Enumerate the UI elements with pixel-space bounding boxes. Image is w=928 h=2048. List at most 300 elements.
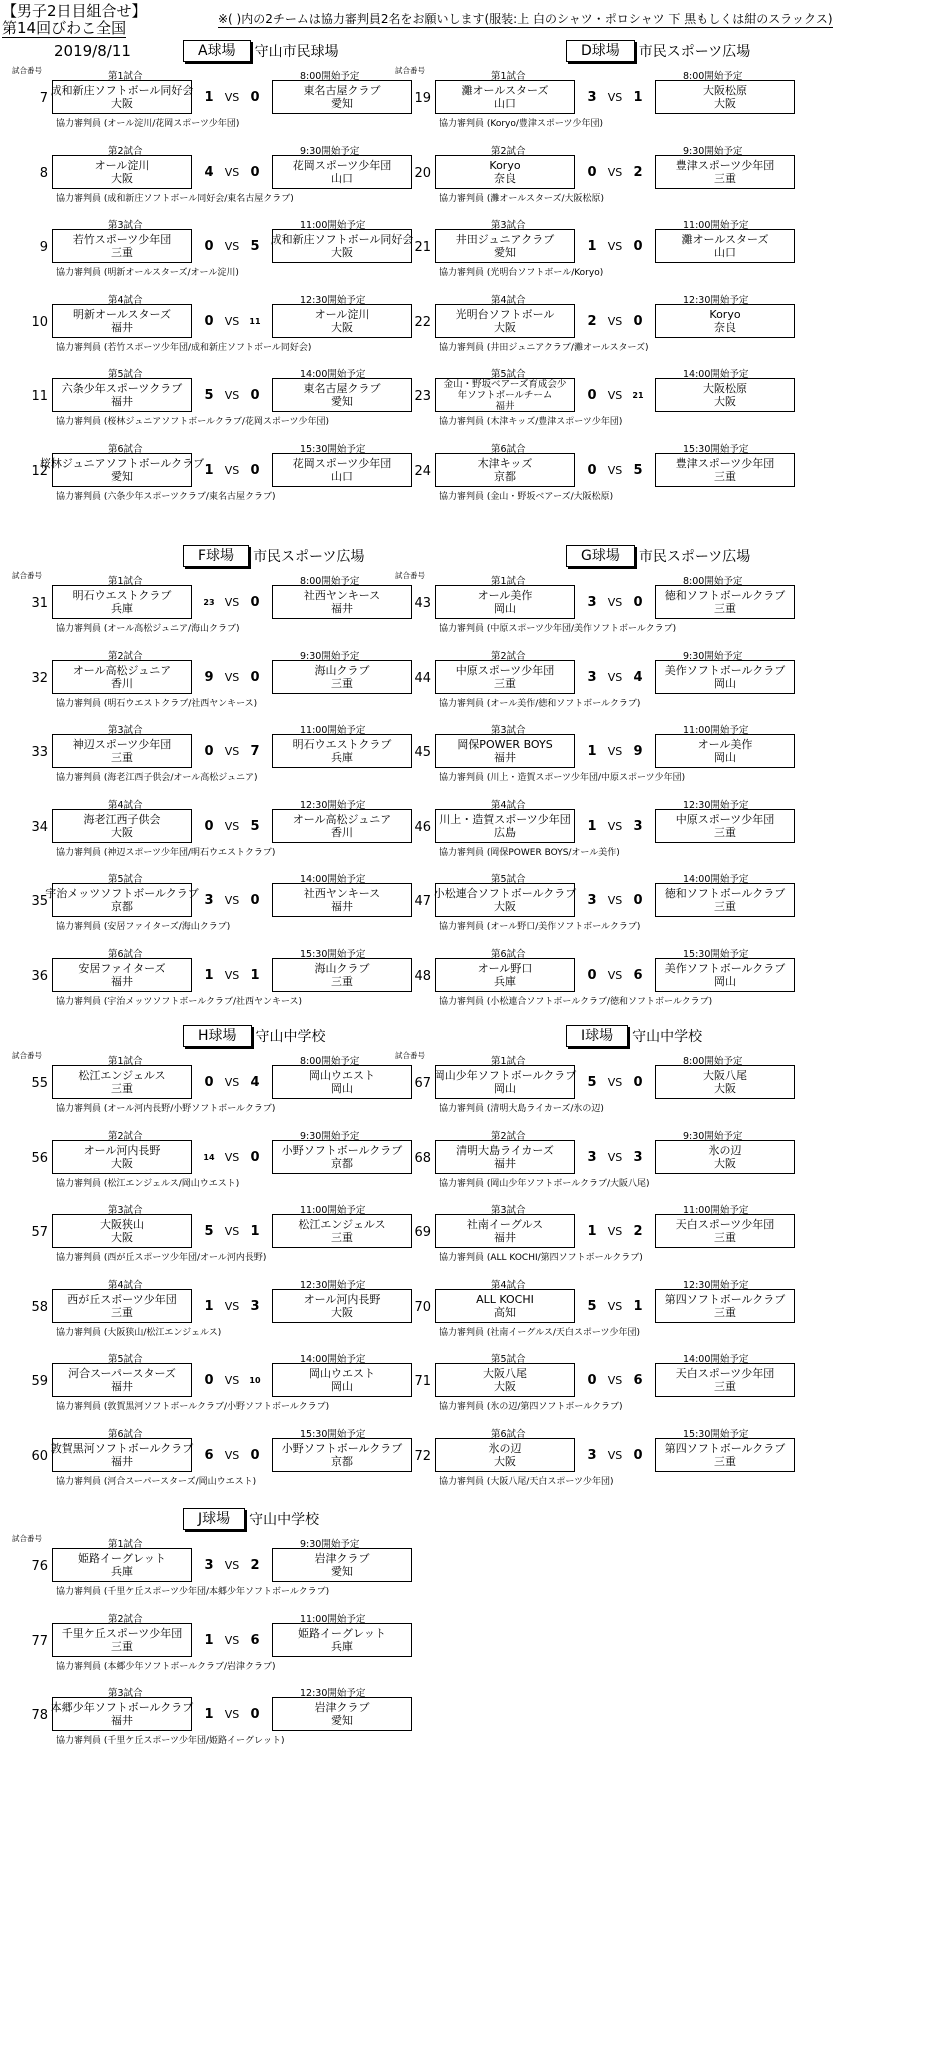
referee-assignment: 協力審判員 (桜林ジュニアソフトボールクラブ/花岡スポーツ少年団): [56, 417, 330, 427]
home-score: 1: [204, 1707, 214, 1722]
match-number: 46: [414, 819, 431, 835]
match-row: [383, 366, 803, 440]
team-prefecture: 三重: [111, 1082, 133, 1095]
referee-assignment: 協力審判員 (社南イーグルス/天白スポーツ少年団): [439, 1327, 641, 1338]
home-team: [52, 1548, 192, 1582]
away-score: 0: [250, 893, 260, 908]
vs-label: VS: [224, 1708, 240, 1721]
start-time: 8:00開始予定: [683, 576, 743, 587]
team-name: 東名古屋クラブ: [303, 382, 381, 395]
team-prefecture: 三重: [331, 1231, 353, 1244]
referee-assignment: 協力審判員 (明新オールスターズ/オール淀川): [56, 268, 239, 278]
match-number: 24: [414, 463, 431, 479]
start-time: 11:00開始予定: [300, 725, 366, 736]
home-score: 0: [587, 164, 597, 180]
match-row: [383, 573, 803, 647]
home-team: [52, 304, 192, 338]
match-number: 56: [31, 1150, 48, 1166]
match-row: [383, 1053, 803, 1127]
home-team: [52, 1140, 192, 1174]
home-team: [435, 1065, 575, 1099]
match-row: [0, 648, 420, 722]
match-slot: 第2試合: [108, 145, 143, 157]
match-number: 9: [39, 240, 48, 255]
team-name: 六条少年スポーツクラブ: [61, 382, 183, 395]
venue-header: [566, 40, 750, 62]
home-score: 3: [204, 893, 214, 908]
vs-label: VS: [224, 1150, 240, 1164]
venue-header: [183, 1025, 326, 1047]
home-score: 0: [204, 818, 214, 834]
away-score: 3: [633, 1149, 643, 1165]
away-team: [655, 660, 795, 694]
home-team: [435, 734, 575, 768]
match-number: 76: [31, 1559, 48, 1574]
match-slot: 第4試合: [108, 799, 143, 811]
match-number: 23: [414, 389, 431, 404]
team-name: ALL KOCHI: [476, 1292, 534, 1306]
team-name: 明石ウエストクラブ: [72, 589, 172, 602]
referee-assignment: 協力審判員 (光明台ソフトボール/Koryo): [439, 268, 604, 278]
vs-label: VS: [224, 1448, 240, 1462]
match-number-header: 試合番号: [12, 571, 42, 580]
away-score: 1: [633, 90, 643, 105]
referee-assignment: 協力審判員 (松江エンジェルス/岡山ウエスト): [56, 1178, 240, 1189]
away-team: [272, 1548, 412, 1582]
home-score: 1: [204, 1632, 214, 1648]
match-slot: 第4試合: [491, 294, 526, 306]
referee-assignment: 協力審判員 (オール高松ジュニア/海山クラブ): [56, 624, 240, 634]
team-prefecture: 岡山: [331, 1082, 353, 1095]
home-score: 5: [587, 1298, 597, 1314]
start-time: 15:30開始予定: [300, 443, 366, 455]
venue-name: 守山中学校: [632, 1029, 703, 1045]
match-row: [0, 1536, 420, 1610]
vs-label: VS: [224, 1559, 240, 1572]
team-name: 花岡スポーツ少年団: [292, 158, 392, 172]
team-prefecture: 三重: [714, 1454, 736, 1468]
away-team: [272, 1697, 412, 1731]
match-row: [0, 1426, 420, 1500]
venue-section: [0, 40, 420, 580]
vs-label: VS: [224, 1299, 240, 1313]
match-row: [0, 292, 420, 366]
home-score: 0: [587, 1373, 597, 1388]
match-number: 10: [31, 314, 48, 330]
match-slot: 第6試合: [108, 443, 143, 455]
away-score: 6: [633, 967, 643, 983]
vs-label: VS: [607, 1448, 623, 1462]
team-name: 氷の辺: [708, 1143, 742, 1157]
home-team: [52, 1065, 192, 1099]
team-prefecture: 岡山: [494, 1082, 516, 1095]
home-team: [45, 883, 199, 917]
vs-label: VS: [607, 165, 623, 179]
match-row: [383, 441, 803, 515]
match-slot: 第5試合: [108, 1354, 143, 1365]
home-team: [435, 229, 575, 263]
referee-assignment: 協力審判員 (六条少年スポーツクラブ/東名古屋クラブ): [56, 491, 276, 502]
start-time: 9:30開始予定: [300, 1130, 360, 1142]
home-score: 0: [587, 388, 597, 403]
home-score: 0: [204, 744, 214, 759]
team-name: 川上・造賀スポーツ少年団: [439, 812, 571, 826]
venue-name: 市民スポーツ広場: [638, 44, 751, 60]
home-score: 23: [203, 598, 215, 607]
team-prefecture: 奈良: [494, 171, 516, 185]
home-score: 0: [587, 462, 597, 478]
home-score: 3: [587, 90, 597, 105]
team-name: 海山クラブ: [314, 663, 370, 677]
vs-label: VS: [607, 894, 623, 907]
field-label: F球場: [183, 545, 249, 567]
referee-assignment: 協力審判員 (灘オールスターズ/大阪松原): [439, 193, 605, 204]
start-time: 15:30開始予定: [683, 1428, 749, 1440]
vs-label: VS: [224, 1374, 240, 1387]
home-score: 5: [204, 388, 214, 403]
match-slot: 第3試合: [108, 220, 143, 231]
home-team: [435, 1438, 575, 1472]
away-score: 0: [250, 90, 260, 105]
venue-name: 市民スポーツ広場: [638, 549, 751, 565]
match-number: 33: [31, 745, 48, 760]
referee-assignment: 協力審判員 (本郷少年ソフトボールクラブ/岩津クラブ): [56, 1661, 276, 1672]
start-time: 14:00開始予定: [683, 1354, 749, 1365]
team-prefecture: 愛知: [331, 97, 353, 110]
vs-label: VS: [224, 463, 240, 477]
match-number: 77: [31, 1633, 48, 1649]
match-slot: 第4試合: [108, 294, 143, 306]
away-score: 4: [250, 1075, 260, 1090]
home-team: [435, 155, 575, 189]
team-prefecture: 三重: [331, 676, 353, 690]
vs-label: VS: [607, 968, 623, 982]
team-name: 岩津クラブ: [314, 1701, 370, 1714]
match-slot: 第5試合: [491, 369, 526, 380]
home-team: [52, 734, 192, 768]
match-row: [0, 143, 420, 217]
venue-name: 守山中学校: [255, 1029, 326, 1045]
team-prefecture: 岡山: [714, 751, 736, 764]
team-prefecture: 京都: [111, 900, 133, 913]
match-slot: 第3試合: [108, 1688, 143, 1699]
away-team: [655, 958, 795, 992]
team-name: Koryo: [489, 158, 521, 172]
match-row: [0, 441, 420, 515]
team-prefecture: 岡山: [331, 1380, 353, 1393]
field-label: J球場: [183, 1508, 245, 1530]
field-label: D球場: [566, 40, 635, 62]
team-name: 松江エンジェルス: [78, 1069, 166, 1082]
team-prefecture: 三重: [111, 1305, 133, 1319]
match-number: 48: [414, 968, 431, 984]
home-team: [52, 1289, 192, 1323]
home-team: [52, 660, 192, 694]
match-slot: 第2試合: [108, 1613, 143, 1625]
home-score: 1: [587, 1224, 597, 1239]
match-slot: 第3試合: [108, 725, 143, 736]
venue-name: 市民スポーツ広場: [253, 549, 365, 565]
match-row: [0, 797, 420, 871]
team-prefecture: 兵庫: [331, 751, 353, 764]
referee-assignment: 協力審判員 (オール野口/美作ソフトボールクラブ): [439, 922, 641, 932]
match-slot: 第2試合: [491, 1130, 526, 1142]
start-time: 9:30開始予定: [683, 1130, 743, 1142]
home-team: [435, 958, 575, 992]
team-prefecture: 山口: [494, 97, 516, 110]
match-slot: 第1試合: [491, 71, 526, 82]
referee-assignment: 協力審判員 (安居ファイターズ/海山クラブ): [56, 922, 231, 932]
vs-label: VS: [224, 1225, 240, 1238]
team-prefecture: 三重: [714, 900, 736, 913]
match-slot: 第2試合: [491, 650, 526, 662]
home-team: [435, 453, 575, 487]
home-score: 3: [587, 893, 597, 908]
team-name: 大阪八尾: [483, 1367, 527, 1380]
referee-assignment: 協力審判員 (ALL KOCHI/第四ソフトボールクラブ): [439, 1253, 643, 1263]
match-slot: 第4試合: [491, 799, 526, 811]
home-score: 1: [204, 90, 214, 105]
referee-assignment: 協力審判員 (神辺スポーツ少年団/明石ウエストクラブ): [56, 847, 276, 858]
start-time: 12:30開始予定: [300, 294, 366, 306]
home-score: 1: [587, 744, 597, 759]
team-prefecture: 大阪: [714, 1082, 736, 1095]
match-number-header: 試合番号: [12, 66, 42, 75]
home-team: [435, 585, 575, 619]
match-number: 8: [39, 165, 48, 181]
team-name: 千里ケ丘スポーツ少年団: [61, 1626, 183, 1640]
match-slot: 第6試合: [491, 443, 526, 455]
match-slot: 第2試合: [491, 145, 526, 157]
team-name: 大阪八尾: [703, 1069, 747, 1082]
away-score: 3: [633, 818, 643, 834]
home-score: 2: [587, 313, 597, 329]
team-prefecture: 京都: [331, 1454, 353, 1468]
vs-label: VS: [607, 819, 623, 833]
team-prefecture: 福井: [331, 602, 353, 615]
home-score: 4: [204, 164, 214, 180]
team-prefecture: 大阪: [331, 246, 353, 259]
home-score: 1: [587, 818, 597, 834]
team-prefecture: 山口: [714, 246, 736, 259]
home-team: [435, 809, 575, 843]
match-row: [383, 1351, 803, 1425]
team-name: 明石ウエストクラブ: [292, 738, 392, 751]
team-prefecture: 大阪: [331, 320, 353, 334]
team-name: 岩津クラブ: [314, 1552, 370, 1565]
referee-assignment: 協力審判員 (大阪八尾/天白スポーツ少年団): [439, 1476, 614, 1487]
away-team: [272, 1623, 412, 1657]
venue-header: [183, 40, 339, 62]
venue-name: 守山市民球場: [254, 44, 339, 60]
referee-assignment: 協力審判員 (河合スーパースターズ/岡山ウエスト): [56, 1476, 257, 1487]
team-name: 岡山少年ソフトボールクラブ: [433, 1069, 577, 1082]
field-label: I球場: [566, 1025, 628, 1047]
team-name: 岡山ウエスト: [309, 1069, 375, 1082]
away-score: 0: [250, 388, 260, 403]
match-row: [0, 573, 420, 647]
match-slot: 第2試合: [108, 1130, 143, 1142]
field-label: G球場: [566, 545, 635, 567]
team-name: 若竹スポーツ少年団: [72, 233, 172, 246]
match-slot: 第1試合: [491, 576, 526, 587]
team-name: オール美作: [697, 738, 753, 751]
team-prefecture: 福井: [111, 395, 133, 408]
match-slot: 第3試合: [491, 220, 526, 231]
referee-assignment: 協力審判員 (千里ケ丘スポーツ少年団/姫路イーグレット): [56, 1736, 285, 1746]
field-label: H球場: [183, 1025, 252, 1047]
match-number: 70: [414, 1299, 431, 1315]
away-score: 0: [250, 164, 260, 180]
away-score: 0: [633, 595, 643, 610]
match-row: [0, 946, 420, 1020]
home-score: 0: [204, 239, 214, 254]
referee-assignment: 協力審判員 (川上・造賀スポーツ少年団/中原スポーツ少年団): [439, 773, 686, 783]
match-number: 20: [414, 165, 431, 181]
team-prefecture: 大阪: [494, 900, 516, 913]
team-prefecture: 福井: [111, 320, 133, 334]
team-name: 海山クラブ: [314, 961, 370, 975]
venue-section: [383, 1025, 803, 1565]
team-prefecture: 大阪: [331, 1305, 353, 1319]
venue-header: [183, 1508, 319, 1530]
venue-section: [383, 545, 803, 1085]
start-time: 8:00開始予定: [300, 71, 360, 82]
match-number: 44: [414, 670, 431, 686]
match-slot: 第6試合: [491, 1428, 526, 1440]
match-number: 47: [414, 894, 431, 909]
referee-assignment: 協力審判員 (オール美作/徳和ソフトボールクラブ): [439, 698, 641, 709]
team-prefecture: 大阪: [714, 1156, 736, 1170]
home-team: [52, 1214, 192, 1248]
vs-label: VS: [224, 389, 240, 402]
team-name: 河合スーパースターズ: [68, 1367, 176, 1380]
start-time: 8:00開始予定: [683, 1056, 743, 1067]
start-time: 15:30開始予定: [683, 948, 749, 960]
team-name: 豊津スポーツ少年団: [675, 456, 775, 470]
start-time: 9:30開始予定: [300, 1539, 360, 1550]
away-score: 0: [633, 313, 643, 329]
team-prefecture: 福井: [494, 1231, 516, 1244]
team-name: 第四ソフトボールクラブ: [664, 1441, 786, 1455]
start-time: 11:00開始予定: [683, 1205, 749, 1216]
vs-label: VS: [607, 670, 623, 684]
match-slot: 第1試合: [108, 71, 143, 82]
match-row: [383, 946, 803, 1020]
vs-label: VS: [224, 1633, 240, 1647]
referee-assignment: 協力審判員 (若竹スポーツ少年団/成和新庄ソフトボール同好会): [56, 342, 312, 353]
venue-header: [566, 545, 750, 567]
team-name: 海老江西子供会: [83, 812, 161, 826]
match-number: 21: [414, 240, 431, 255]
home-score: 0: [204, 1075, 214, 1090]
away-score: 1: [250, 1224, 260, 1239]
match-row: [0, 1351, 420, 1425]
away-score: 1: [250, 967, 260, 983]
team-name: 小野ソフトボールクラブ: [281, 1143, 403, 1157]
away-team: [655, 1214, 795, 1248]
team-prefecture: 兵庫: [111, 602, 133, 615]
team-name: 第四ソフトボールクラブ: [664, 1292, 786, 1306]
vs-label: VS: [224, 745, 240, 758]
match-slot: 第1試合: [108, 1056, 143, 1067]
away-team: [655, 378, 795, 412]
referee-assignment: 協力審判員 (大阪狭山/松江エンジェルス): [56, 1327, 222, 1338]
start-time: 9:30開始予定: [683, 650, 743, 662]
page-title: 【男子2日目組合せ】: [2, 2, 147, 20]
team-name: 中原スポーツ少年団: [675, 812, 775, 826]
match-slot: 第1試合: [491, 1056, 526, 1067]
team-prefecture: 三重: [714, 469, 736, 483]
team-name: 金山・野坂ベアーズ育成会少: [443, 378, 567, 390]
home-score: 3: [587, 1149, 597, 1165]
away-score: 2: [633, 1224, 643, 1239]
team-name: 井田ジュニアクラブ: [455, 233, 555, 246]
start-time: 12:30開始予定: [683, 1279, 749, 1291]
match-slot: 第5試合: [108, 369, 143, 380]
start-time: 14:00開始予定: [300, 1354, 366, 1365]
team-prefecture: 福井: [111, 974, 133, 988]
vs-label: VS: [224, 968, 240, 982]
away-team: [655, 734, 795, 768]
referee-assignment: 協力審判員 (井田ジュニアクラブ/灘オールスターズ): [439, 342, 649, 353]
team-name: 社西ヤンキース: [303, 589, 381, 602]
team-name: 大阪狭山: [100, 1218, 144, 1231]
vs-label: VS: [607, 314, 623, 328]
team-prefecture: 福井: [111, 1714, 133, 1727]
team-name: 灘オールスターズ: [461, 84, 549, 97]
match-row: [0, 217, 420, 291]
home-team: [52, 155, 192, 189]
match-slot: 第4試合: [491, 1279, 526, 1291]
match-number: 59: [31, 1374, 48, 1389]
away-score: 9: [633, 744, 643, 759]
team-prefecture: 奈良: [714, 320, 736, 334]
match-slot: 第5試合: [108, 874, 143, 885]
start-time: 12:30開始予定: [300, 1688, 366, 1699]
away-team: [655, 1363, 795, 1397]
team-name: 天白スポーツ少年団: [675, 1218, 775, 1231]
vs-label: VS: [607, 463, 623, 477]
home-score: 3: [587, 1447, 597, 1463]
team-prefecture: 広島: [494, 825, 516, 839]
vs-label: VS: [607, 1076, 623, 1089]
team-prefecture: 香川: [111, 676, 133, 690]
team-prefecture: 山口: [331, 469, 353, 483]
team-name: 大阪松原: [703, 382, 747, 395]
away-score: 6: [633, 1373, 643, 1388]
match-row: [0, 68, 420, 142]
vs-label: VS: [607, 1225, 623, 1238]
away-team: [655, 585, 795, 619]
vs-label: VS: [224, 894, 240, 907]
vs-label: VS: [224, 1076, 240, 1089]
match-number-header: 試合番号: [395, 66, 425, 75]
match-slot: 第3試合: [491, 725, 526, 736]
vs-label: VS: [607, 389, 623, 402]
away-team: [655, 304, 795, 338]
vs-label: VS: [224, 314, 240, 328]
team-prefecture: 福井: [331, 900, 353, 913]
team-prefecture: 兵庫: [331, 1639, 353, 1653]
match-row: [383, 722, 803, 796]
team-prefecture: 福井: [494, 1156, 516, 1170]
team-prefecture: 大阪: [111, 825, 133, 839]
match-row: [383, 217, 803, 291]
team-name: 松江エンジェルス: [298, 1218, 386, 1231]
away-team: [655, 1140, 795, 1174]
team-name: オール河内長野: [303, 1292, 381, 1306]
